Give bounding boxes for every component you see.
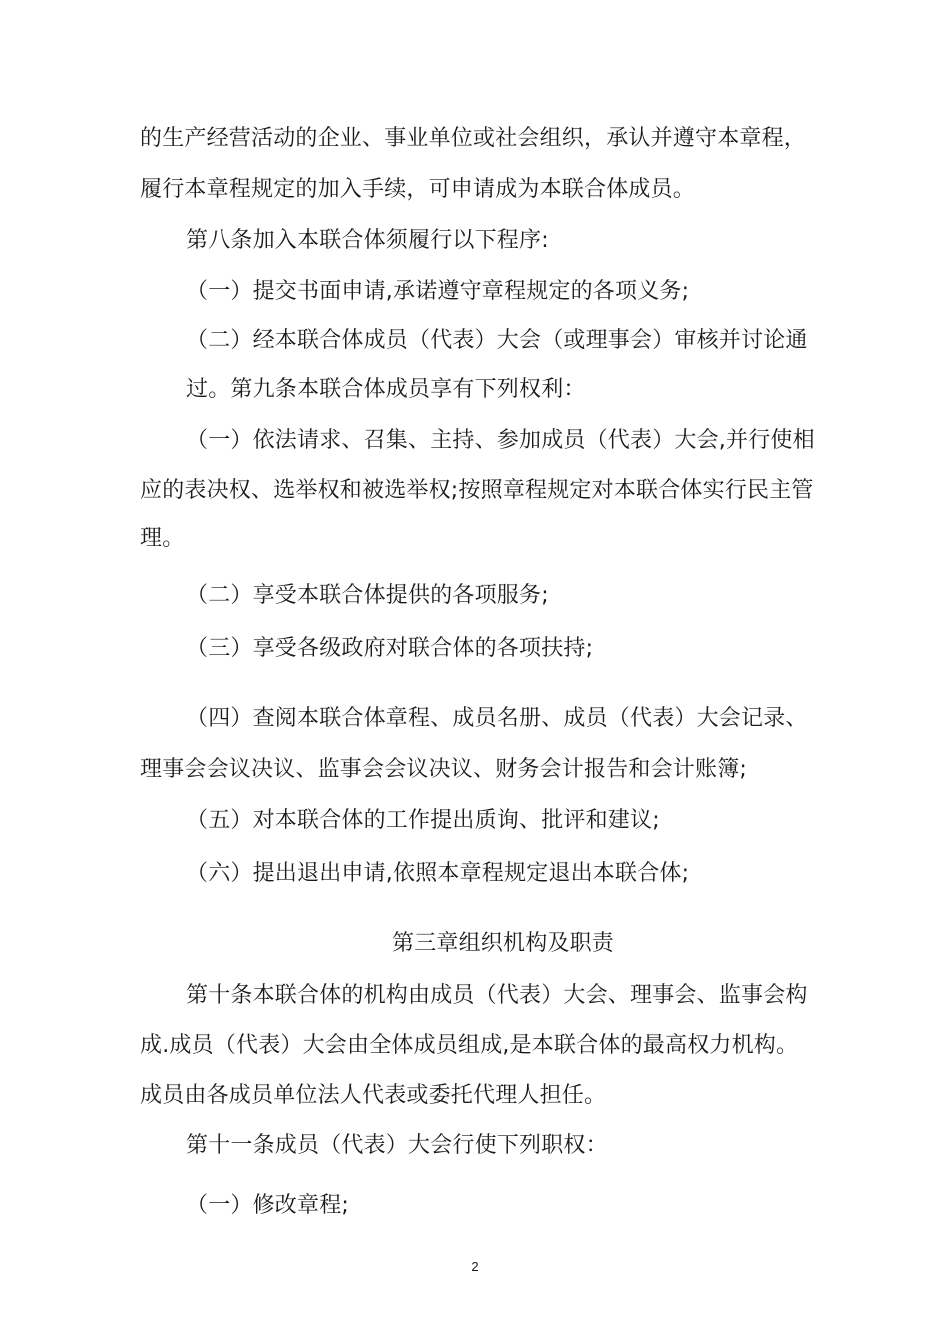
chapter-heading: 第三章组织机构及职责 [392, 931, 615, 956]
list-item: （五）对本联合体的工作提出质询、批评和建议; [186, 808, 660, 833]
body-text-line: 成.成员（代表）大会由全体成员组成,是本联合体的最高权力机构。 [140, 1033, 799, 1058]
body-text-line: 履行本章程规定的加入手续，可申请成为本联合体成员。 [140, 177, 696, 202]
list-item: （一）依法请求、召集、主持、参加成员（代表）大会,并行使相 [186, 428, 815, 453]
page-number: 2 [471, 1259, 479, 1274]
article-10-heading: 第十条本联合体的机构由成员（代表）大会、理事会、监事会构 [186, 983, 808, 1008]
body-text-line: 理事会会议决议、监事会会议决议、财务会计报告和会计账簿; [140, 757, 748, 782]
body-text-line: 成员由各成员单位法人代表或委托代理人担任。 [140, 1083, 607, 1108]
list-item: （二）享受本联合体提供的各项服务; [186, 583, 549, 608]
body-text-line: 过。第九条本联合体成员享有下列权利： [186, 377, 586, 402]
article-8-heading: 第八条加入本联合体须履行以下程序: [186, 228, 549, 253]
list-item: （四）查阅本联合体章程、成员名册、成员（代表）大会记录、 [186, 706, 808, 731]
list-item: （二）经本联合体成员（代表）大会（或理事会）审核并讨论通 [186, 328, 808, 353]
body-text-line: 理。 [140, 526, 185, 551]
body-text-line: 的生产经营活动的企业、事业单位或社会组织，承认并遵守本章程， [140, 126, 807, 151]
list-item: （一）提交书面申请,承诺遵守章程规定的各项义务; [186, 279, 690, 304]
list-item: （六）提出退出申请,依照本章程规定退出本联合体; [186, 861, 690, 886]
body-text-line: 应的表决权、选举权和被选举权;按照章程规定对本联合体实行民主管 [140, 478, 814, 503]
list-item: （三）享受各级政府对联合体的各项扶持; [186, 636, 594, 661]
list-item: （一）修改章程; [186, 1193, 350, 1218]
article-11-heading: 第十一条成员（代表）大会行使下列职权： [186, 1133, 608, 1158]
